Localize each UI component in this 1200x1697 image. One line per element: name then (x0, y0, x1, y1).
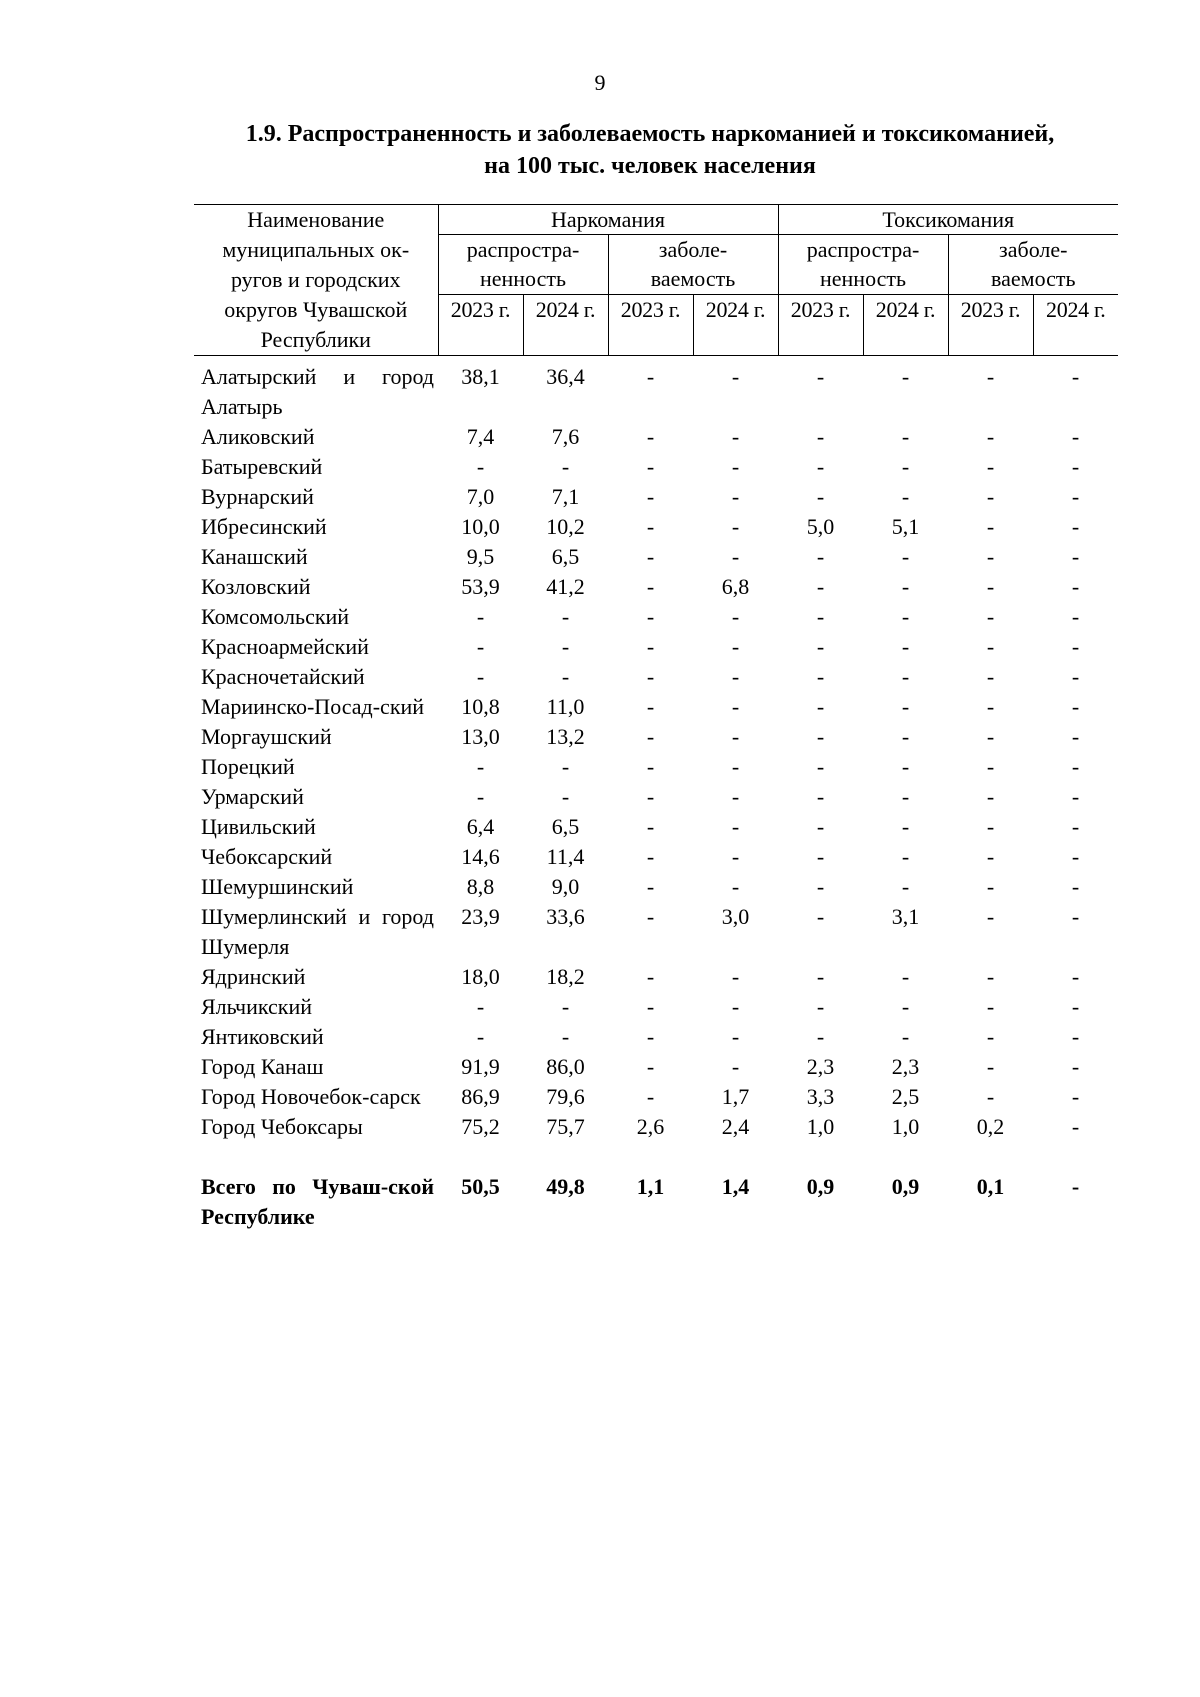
row-value: - (816, 454, 825, 479)
row-value: - (561, 634, 570, 659)
row-value: - (986, 964, 995, 989)
header-name-column (194, 205, 438, 356)
header-group-narcomania: Наркомания (438, 205, 778, 235)
row-value: - (646, 1054, 655, 1079)
table-row (194, 722, 1118, 752)
row-value: 3,0 (721, 904, 750, 929)
header-year: 2023 г. (608, 295, 693, 356)
title-line-1: 1.9. Распространенность и заболеваемость наркоманией и токсикоманией, (245, 121, 1055, 147)
row-value: - (646, 754, 655, 779)
row-value: 10,8 (461, 694, 500, 719)
row-value: - (731, 514, 740, 539)
table-row (194, 1022, 1118, 1052)
row-value: - (1071, 694, 1080, 719)
row-value: - (986, 784, 995, 809)
row-value: - (1071, 574, 1080, 599)
table-row (194, 452, 1118, 482)
row-value: 1,1 (636, 1174, 665, 1199)
row-name: Канашский (201, 544, 308, 569)
header-year: 2024 г. (863, 295, 948, 356)
row-name: Козловский (201, 574, 311, 599)
row-name: Город Новочебок-сарск (201, 1084, 421, 1109)
row-value: - (1071, 1054, 1080, 1079)
row-value: - (1071, 1174, 1080, 1199)
header-year: 2023 г. (778, 295, 863, 356)
row-value: - (816, 574, 825, 599)
row-value: - (1071, 544, 1080, 569)
row-value: - (986, 724, 995, 749)
row-value: - (901, 484, 910, 509)
table-row (194, 572, 1118, 602)
row-value: - (986, 874, 995, 899)
row-value: 0,9 (806, 1174, 835, 1199)
row-value: - (986, 814, 995, 839)
row-value: - (731, 964, 740, 989)
header-sub-line: ненность (479, 266, 567, 292)
table-row (194, 902, 1118, 962)
row-value: 3,3 (806, 1084, 835, 1109)
row-value: - (476, 604, 485, 629)
row-value: - (901, 724, 910, 749)
table-body (194, 356, 1118, 1233)
row-value: - (1071, 484, 1080, 509)
row-value: - (816, 424, 825, 449)
table-row (194, 992, 1118, 1022)
row-value: 10,0 (461, 514, 500, 539)
row-value: 5,1 (891, 514, 920, 539)
row-value: - (986, 634, 995, 659)
row-value: - (986, 424, 995, 449)
row-name: Ядринский (201, 964, 306, 989)
row-value: - (646, 454, 655, 479)
row-value: - (476, 454, 485, 479)
row-value: 13,2 (546, 724, 585, 749)
row-value: - (1071, 424, 1080, 449)
row-value: 53,9 (461, 574, 500, 599)
table-row (194, 962, 1118, 992)
row-value: - (731, 724, 740, 749)
header-sub-line: заболе- (999, 237, 1068, 263)
header-sub-line: ненность (819, 266, 907, 292)
header-sub-line: заболе- (658, 237, 728, 263)
row-name: Красноармейский (201, 634, 369, 659)
row-value: - (646, 904, 655, 929)
row-value: - (731, 634, 740, 659)
table-row (194, 752, 1118, 782)
row-value: - (1071, 964, 1080, 989)
row-value: - (731, 364, 740, 389)
row-value: - (901, 604, 910, 629)
table-row (194, 1082, 1118, 1112)
row-value: - (731, 994, 740, 1019)
row-value: 0,9 (891, 1174, 920, 1199)
row-name: Порецкий (201, 754, 295, 779)
header-year: 2023 г. (948, 295, 1033, 356)
row-value: 50,5 (461, 1174, 500, 1199)
row-value: - (731, 604, 740, 629)
row-value: - (476, 784, 485, 809)
header-sub-line: ваемость (991, 266, 1076, 292)
row-value: 7,6 (551, 424, 580, 449)
row-value: - (1071, 724, 1080, 749)
header-prevalence (438, 235, 608, 295)
row-value: - (1071, 634, 1080, 659)
row-value: - (901, 574, 910, 599)
row-value: 23,9 (461, 904, 500, 929)
row-value: - (986, 694, 995, 719)
row-value: - (646, 724, 655, 749)
row-value: - (476, 664, 485, 689)
header-group-toxicomania: Токсикомания (778, 205, 1118, 235)
table-row (194, 602, 1118, 632)
row-value: - (561, 454, 570, 479)
row-name: Батыревский (201, 454, 323, 479)
row-value: - (986, 604, 995, 629)
row-value: - (1071, 994, 1080, 1019)
row-value: 1,7 (721, 1084, 750, 1109)
row-value: 8,8 (466, 874, 495, 899)
table-row (194, 1112, 1118, 1142)
row-value: 91,9 (461, 1054, 500, 1079)
row-value: - (986, 994, 995, 1019)
row-value: - (731, 1024, 740, 1049)
table-row (194, 542, 1118, 572)
row-value: 2,6 (636, 1114, 665, 1139)
table-row (194, 872, 1118, 902)
row-value: - (561, 664, 570, 689)
row-value: - (476, 754, 485, 779)
row-value: - (731, 484, 740, 509)
row-value: - (986, 1084, 995, 1109)
row-value: - (816, 364, 825, 389)
row-value: - (561, 994, 570, 1019)
row-value: - (986, 364, 995, 389)
row-value: - (986, 904, 995, 929)
row-value: - (816, 664, 825, 689)
row-value: - (986, 514, 995, 539)
row-value: - (646, 964, 655, 989)
header-year: 2023 г. (438, 295, 523, 356)
table-row (194, 356, 1118, 423)
row-value: - (986, 454, 995, 479)
table-row (194, 422, 1118, 452)
row-value: - (731, 664, 740, 689)
row-name: Чебоксарский (201, 844, 333, 869)
row-value: 0,2 (976, 1114, 1005, 1139)
row-name: Ибресинский (201, 514, 327, 539)
row-value: - (561, 604, 570, 629)
row-value: - (646, 1084, 655, 1109)
row-value: - (1071, 814, 1080, 839)
row-value: - (1071, 604, 1080, 629)
table-row (194, 812, 1118, 842)
row-name: Город Канаш (201, 1054, 324, 1079)
row-value: - (731, 874, 740, 899)
row-value: 1,4 (721, 1174, 750, 1199)
row-value: - (816, 874, 825, 899)
header-prevalence (778, 235, 948, 295)
header-name-line: Республики (260, 327, 371, 352)
row-value: - (646, 1024, 655, 1049)
row-name: Город Чебоксары (201, 1114, 363, 1139)
row-value: 7,0 (466, 484, 495, 509)
row-value: - (731, 424, 740, 449)
row-name: Комсомольский (201, 604, 350, 629)
row-name: Аликовский (201, 424, 315, 449)
row-value: 2,3 (806, 1054, 835, 1079)
row-name: Яльчикский (201, 994, 312, 1019)
row-value: 9,5 (466, 544, 495, 569)
row-value: - (901, 994, 910, 1019)
row-value: - (476, 1024, 485, 1049)
row-value: - (1071, 904, 1080, 929)
table-row (194, 1052, 1118, 1082)
row-value: - (731, 754, 740, 779)
row-value: - (731, 454, 740, 479)
row-value: - (1071, 1084, 1080, 1109)
row-value: - (561, 784, 570, 809)
row-value: 0,1 (976, 1174, 1005, 1199)
header-name-line: муниципальных ок- (222, 237, 410, 262)
row-value: - (901, 364, 910, 389)
row-value: - (901, 664, 910, 689)
row-value: 6,4 (466, 814, 495, 839)
row-value: 11,0 (546, 694, 585, 719)
row-value: - (816, 694, 825, 719)
row-value: - (901, 454, 910, 479)
row-value: - (986, 664, 995, 689)
row-value: 38,1 (461, 364, 500, 389)
row-value: - (901, 544, 910, 569)
row-value: 2,3 (891, 1054, 920, 1079)
row-value: - (901, 844, 910, 869)
row-value: - (986, 1054, 995, 1079)
row-value: - (901, 694, 910, 719)
row-value: - (1071, 874, 1080, 899)
row-value: - (1071, 514, 1080, 539)
row-value: 2,5 (891, 1084, 920, 1109)
row-name: Шемуршинский (201, 874, 354, 899)
row-value: 2,4 (721, 1114, 750, 1139)
row-name: Вурнарский (201, 484, 314, 509)
row-value: 10,2 (546, 514, 585, 539)
row-value: - (646, 784, 655, 809)
row-value: - (731, 784, 740, 809)
row-value: 6,8 (721, 574, 750, 599)
row-value: 7,4 (466, 424, 495, 449)
row-value: 36,4 (546, 364, 585, 389)
table-row (194, 842, 1118, 872)
row-value: - (646, 484, 655, 509)
table-row (194, 782, 1118, 812)
header-name-line: округов Чувашской (224, 297, 408, 322)
row-value: - (816, 814, 825, 839)
header-sub-line: распростра- (466, 237, 580, 263)
row-value: 18,0 (461, 964, 500, 989)
spacer-row (194, 1142, 1118, 1172)
row-value: - (986, 1024, 995, 1049)
row-value: - (816, 844, 825, 869)
table-row (194, 692, 1118, 722)
row-value: 75,7 (546, 1114, 585, 1139)
row-value: - (646, 814, 655, 839)
header-incidence (608, 235, 778, 295)
header-year: 2024 г. (523, 295, 608, 356)
row-value: 13,0 (461, 724, 500, 749)
row-value: - (816, 904, 825, 929)
total-row (194, 1172, 1118, 1232)
row-name: Мариинско-Посад-ский (201, 694, 425, 719)
row-value: - (986, 844, 995, 869)
row-value: - (986, 754, 995, 779)
row-value: - (1071, 1114, 1080, 1139)
row-value: - (731, 694, 740, 719)
row-value: - (816, 634, 825, 659)
row-name: Янтиковский (201, 1024, 324, 1049)
row-value: 49,8 (546, 1174, 585, 1199)
row-value: - (816, 724, 825, 749)
row-value: - (816, 484, 825, 509)
row-name: Цивильский (201, 814, 316, 839)
row-name: Красночетайский (201, 664, 365, 689)
row-value: - (816, 964, 825, 989)
row-value: - (901, 784, 910, 809)
row-name: Урмарский (201, 784, 304, 809)
row-value: 18,2 (546, 964, 585, 989)
header-year: 2024 г. (693, 295, 778, 356)
row-value: 3,1 (891, 904, 920, 929)
row-value: - (646, 844, 655, 869)
row-value: - (901, 754, 910, 779)
row-value: 33,6 (546, 904, 585, 929)
row-value: - (901, 1024, 910, 1049)
row-value: - (901, 964, 910, 989)
page-number: 9 (594, 70, 606, 95)
row-value: - (816, 784, 825, 809)
row-value: 9,0 (551, 874, 580, 899)
row-value: - (1071, 364, 1080, 389)
row-value: - (901, 634, 910, 659)
row-value: - (646, 994, 655, 1019)
row-name: Алатырский и город Алатырь (201, 364, 434, 419)
row-value: 14,6 (461, 844, 500, 869)
row-value: - (1071, 1024, 1080, 1049)
row-value: - (731, 844, 740, 869)
row-value: - (986, 574, 995, 599)
row-value: 75,2 (461, 1114, 500, 1139)
row-value: - (646, 694, 655, 719)
row-value: - (901, 874, 910, 899)
header-year: 2024 г. (1033, 295, 1118, 356)
row-value: 7,1 (551, 484, 580, 509)
row-value: 1,0 (891, 1114, 920, 1139)
row-value: - (986, 544, 995, 569)
spacer-cell (194, 1142, 1118, 1172)
row-value: - (646, 634, 655, 659)
row-value: - (816, 1024, 825, 1049)
row-value: 41,2 (546, 574, 585, 599)
header-sub-line: распростра- (806, 237, 920, 263)
row-value: 1,0 (806, 1114, 835, 1139)
row-value: 86,9 (461, 1084, 500, 1109)
row-name: Всего по Чуваш-ской Республике (201, 1174, 434, 1229)
table-header (194, 205, 1118, 356)
row-value: - (561, 1024, 570, 1049)
row-value: - (816, 754, 825, 779)
header-name-line: Наименование (247, 207, 385, 232)
row-value: - (1071, 664, 1080, 689)
row-value: - (731, 814, 740, 839)
statistics-table (194, 204, 1118, 1232)
row-value: - (476, 634, 485, 659)
header-incidence (948, 235, 1118, 295)
row-value: - (901, 424, 910, 449)
row-value: - (1071, 844, 1080, 869)
table-row (194, 512, 1118, 542)
row-name: Моргаушский (201, 724, 332, 749)
row-value: - (816, 604, 825, 629)
table-row (194, 482, 1118, 512)
header-name-line: ругов и городских (230, 267, 401, 292)
row-value: - (646, 424, 655, 449)
row-value: - (731, 544, 740, 569)
row-value: 5,0 (806, 514, 835, 539)
row-value: - (1071, 454, 1080, 479)
table-title (170, 118, 1130, 182)
table-row (194, 662, 1118, 692)
row-value: - (1071, 754, 1080, 779)
row-value: - (646, 574, 655, 599)
row-value: - (476, 994, 485, 1019)
title-line-2: на 100 тыс. человек населения (484, 153, 816, 179)
row-name: Шумерлинский и город Шумерля (201, 904, 434, 959)
row-value: - (646, 604, 655, 629)
row-value: - (986, 484, 995, 509)
row-value: 86,0 (546, 1054, 585, 1079)
row-value: 6,5 (551, 544, 580, 569)
row-value: - (1071, 784, 1080, 809)
row-value: - (731, 1054, 740, 1079)
row-value: 6,5 (551, 814, 580, 839)
row-value: - (816, 544, 825, 569)
table-row (194, 632, 1118, 662)
row-value: - (901, 814, 910, 839)
row-value: 79,6 (546, 1084, 585, 1109)
row-value: - (646, 544, 655, 569)
row-value: - (646, 664, 655, 689)
row-value: - (646, 874, 655, 899)
row-value: 11,4 (546, 844, 585, 869)
row-value: - (646, 364, 655, 389)
row-value: - (816, 994, 825, 1019)
row-value: - (561, 754, 570, 779)
row-value: - (646, 514, 655, 539)
header-sub-line: ваемость (650, 266, 736, 292)
